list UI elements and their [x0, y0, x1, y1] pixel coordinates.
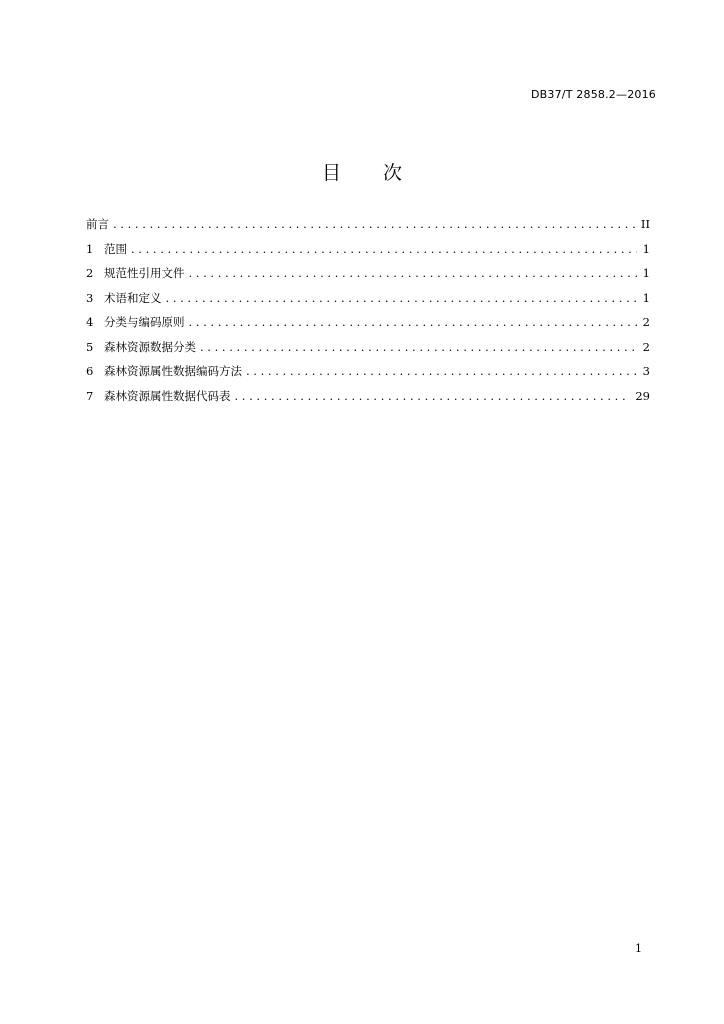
- page-number: 1: [635, 942, 642, 955]
- toc-entry-page: 29: [635, 388, 650, 403]
- toc-entry-page: 2: [642, 315, 650, 329]
- dot-leader: [246, 364, 637, 378]
- toc-entry-6[interactable]: [86, 363, 650, 388]
- dot-leader: [131, 242, 637, 256]
- toc-entry-3[interactable]: [86, 290, 650, 315]
- toc-entry-label: 森林资源属性数据编码方法: [104, 364, 242, 378]
- dot-leader: [166, 291, 637, 305]
- toc-entry-page: 1: [642, 290, 650, 305]
- toc-entry-label: 规范性引用文件: [104, 266, 185, 280]
- toc-entry-foreword[interactable]: [86, 216, 650, 241]
- toc-entry-label: 分类与编码原则: [104, 315, 185, 329]
- toc-entry-1[interactable]: [86, 241, 650, 266]
- toc-entry-number: 6: [86, 364, 94, 378]
- toc-entry-5[interactable]: [86, 339, 650, 364]
- dot-leader: [189, 266, 637, 280]
- toc-entry-page: 2: [642, 339, 650, 354]
- toc-entry-page: II: [640, 217, 650, 231]
- toc-entry-number: 1: [86, 241, 94, 256]
- toc-entry-number: 5: [86, 339, 94, 354]
- toc-entry-label: 森林资源属性数据代码表: [104, 388, 231, 403]
- toc-entry-page: 1: [642, 266, 650, 280]
- table-of-contents: [86, 216, 650, 412]
- dot-leader: [113, 217, 635, 231]
- dot-leader: [189, 315, 637, 329]
- standard-code: DB37/T 2858.2—2016: [530, 88, 656, 101]
- toc-entry-number: 7: [86, 388, 94, 403]
- toc-entry-2[interactable]: [86, 265, 650, 290]
- toc-entry-7[interactable]: [86, 388, 650, 413]
- toc-entry-4[interactable]: [86, 314, 650, 339]
- toc-entry-label: 森林资源数据分类: [104, 339, 196, 354]
- toc-entry-number: 4: [86, 315, 94, 329]
- toc-entry-label: 术语和定义: [104, 290, 162, 305]
- toc-entry-page: 3: [642, 364, 650, 378]
- toc-entry-number: 3: [86, 290, 94, 305]
- toc-entry-label: 范围: [104, 241, 127, 256]
- toc-entry-label: 前言: [86, 217, 109, 231]
- dot-leader: [200, 340, 637, 354]
- dot-leader: [235, 389, 630, 403]
- toc-entry-page: 1: [642, 241, 650, 256]
- toc-entry-number: 2: [86, 266, 94, 280]
- toc-title: 目 次: [321, 162, 421, 184]
